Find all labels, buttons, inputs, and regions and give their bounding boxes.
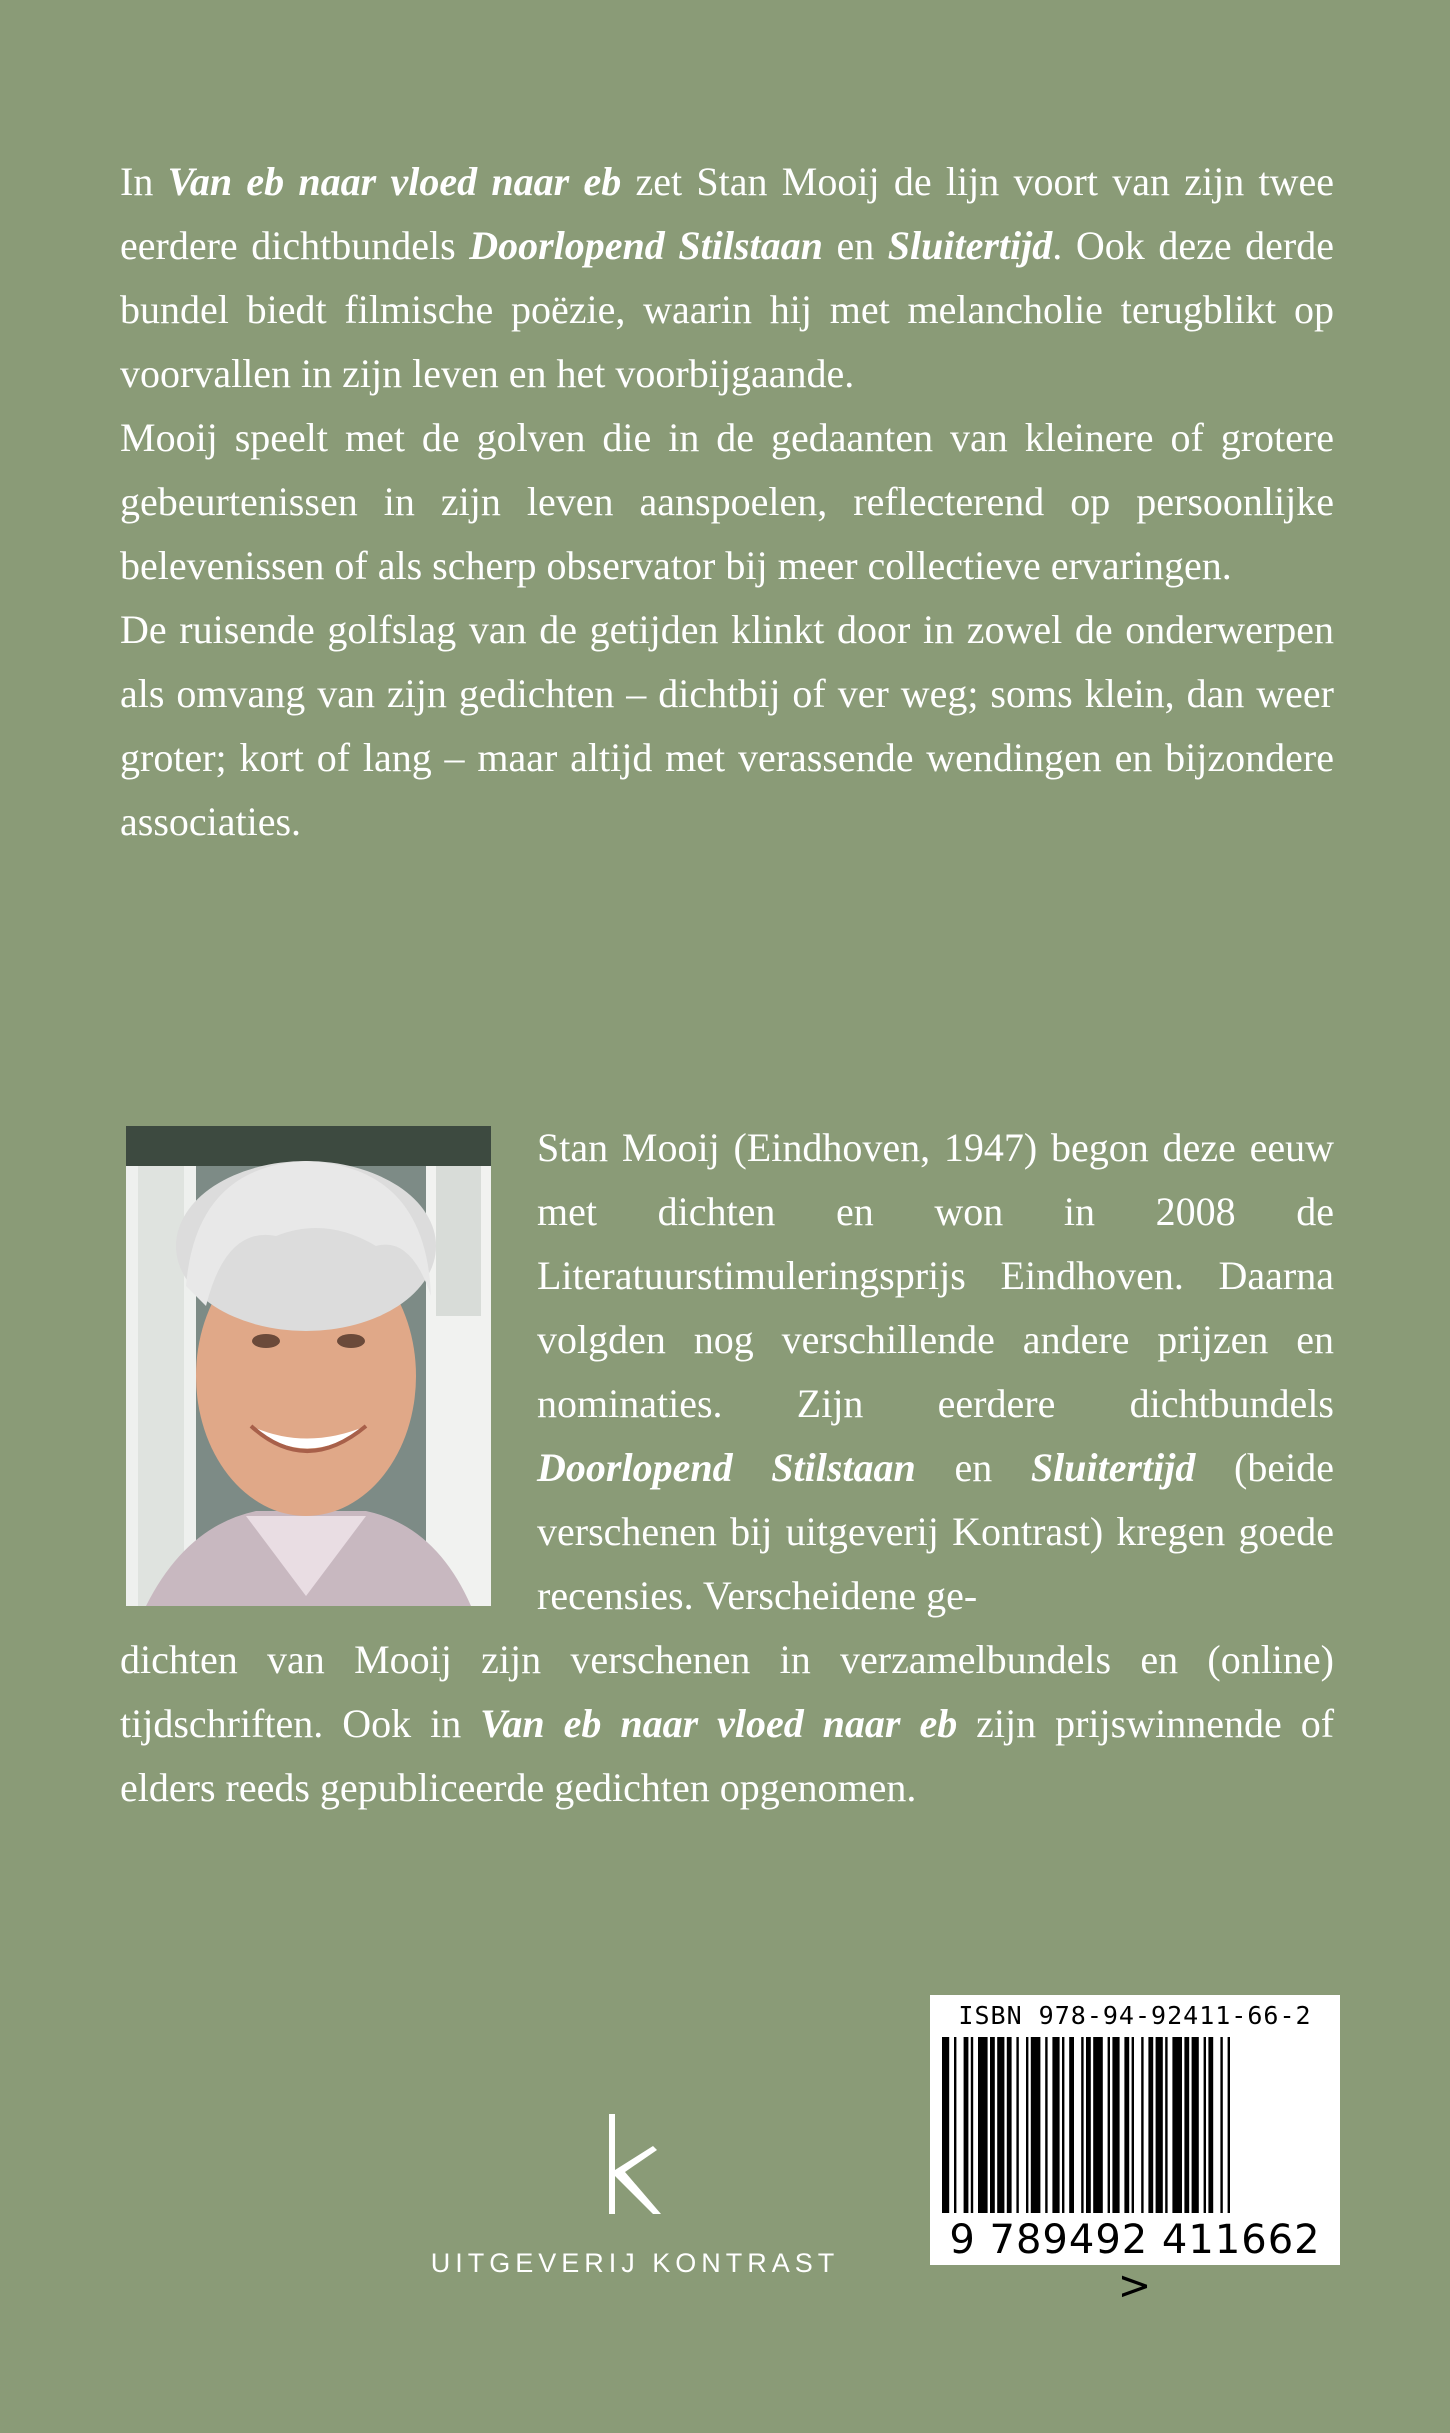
barcode-bars	[938, 2037, 1332, 2217]
blurb-text: zet Stan Mooij de lijn voort van zijn twee eerdere dichtbundels	[120, 159, 1335, 268]
bio-text: zijn prijswinnende of elders reeds gepubliceerde gedichten opgenomen.	[120, 1701, 1335, 1810]
earlier-title-2: Sluitertijd	[887, 223, 1053, 268]
bio-text: dichten van Mooij zijn verschenen in verzamelbundels en (online) tijdschriften. Ook in	[120, 1637, 1334, 1746]
blurb-text: en	[822, 223, 888, 268]
bio-title-1: Doorlopend Stilstaan	[537, 1445, 916, 1490]
isbn-label: ISBN 978-94-92411-66-2	[958, 2001, 1312, 2030]
bio-text: Stan Mooij (Eindhoven, 1947) begon deze eeuw met dichten en won in 2008 de Literatuurstimuleringsprijs Eindhoven. Daarna volgden nog verschillende andere prijzen en nominaties. Zijn eerdere dichtbundels	[537, 1125, 1334, 1426]
blurb-paragraph-3: De ruisende golfslag van de getijden klinkt door in zowel de onderwerpen als omvang van zijn gedichten – dichtbij of ver weg; soms klein, dan weer groter; kort of lang – maar altijd met verassende wendingen en bijzondere associaties.	[120, 607, 1334, 844]
publisher-logo	[420, 2110, 850, 2320]
kontrast-k-icon	[595, 2110, 675, 2220]
blurb-text: . Ook deze derde bundel biedt filmische poëzie, waarin hij met melancholie terugblikt op voorvallen in zijn leven en het voorbijgaande.	[120, 223, 1334, 396]
bio-text: (beide verschenen bij uitgeverij Kontrast) kregen goede recensies. Verscheidene ge-	[537, 1445, 1334, 1618]
bio-title-2: Sluitertijd	[1030, 1445, 1196, 1490]
isbn-barcode	[930, 1995, 1340, 2309]
bio-text: en	[915, 1445, 1031, 1490]
author-bio-continued	[120, 1628, 1334, 1820]
publisher-name: UITGEVERIJ KONTRAST	[430, 2248, 840, 2278]
ean-number: 9 789492 411662 >	[949, 2217, 1321, 2309]
blurb-paragraph-2: Mooij speelt met de golven die in de gedaanten van kleinere of grotere gebeurtenissen in zijn leven aanspoelen, reflecterend op persoonlijke belevenissen of als scherp observator bij meer collectieve ervaringen.	[120, 415, 1334, 588]
author-bio	[537, 1116, 1334, 1628]
back-cover-blurb	[120, 150, 1334, 854]
blurb-text: In	[120, 159, 168, 204]
bio-title-3: Van eb naar vloed naar eb	[480, 1701, 958, 1746]
author-photo	[126, 1126, 491, 1606]
earlier-title-1: Doorlopend Stilstaan	[469, 223, 823, 268]
book-title: Van eb naar vloed naar eb	[167, 159, 622, 204]
blurb-paragraph-1	[120, 150, 1334, 406]
